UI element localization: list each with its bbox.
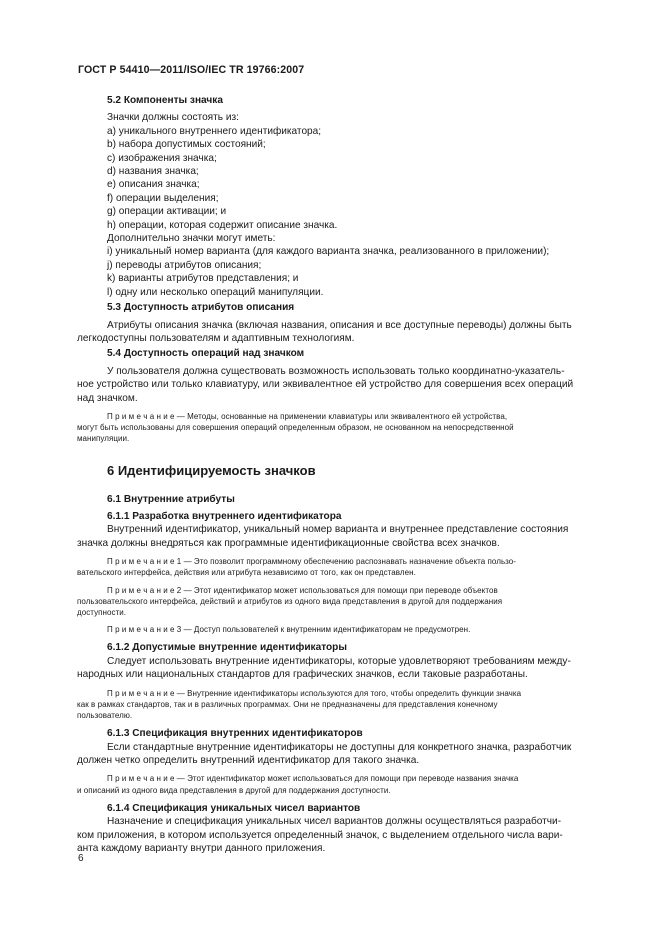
note-text: как в рамках стандартов, так и в различных программах. Они не предназначены для представления конечному — [77, 699, 498, 709]
note-label: П р и м е ч а н и е 3 — [107, 625, 182, 635]
section-6-1-3-text-line: должен четко определить внутренний идентификатор для такого значка. — [77, 755, 420, 767]
section-6-1-1-title: 6.1.1 Разработка внутреннего идентификатора — [107, 510, 342, 522]
section-5-2-extra-intro: Дополнительно значки могут иметь: — [107, 233, 276, 245]
list-item: b) набора допустимых состояний; — [107, 139, 266, 151]
section-6-1-4-text-line: анта каждому варианту внутри данного приложения. — [77, 843, 326, 855]
section-5-4-title: 5.4 Доступность операций над значком — [107, 348, 305, 360]
note-text: — Этот идентификатор может использоваться для помощи при переводе названия значка — [174, 774, 519, 784]
list-item: f) операции выделения; — [107, 192, 219, 204]
page-content — [77, 94, 614, 855]
note-text: могут быть использованы для совершения операций определенным образом, не основанном на непосредственной — [77, 423, 514, 433]
note-label: П р и м е ч а н и е 1 — [107, 557, 182, 567]
section-5-4-text-line: У пользователя должна существовать возможность использовать только координатно-указатель- — [107, 365, 565, 377]
list-item: j) переводы атрибутов описания; — [107, 259, 262, 271]
section-6-1-3-text-line: Если стандартные внутренние идентификаторы не доступны для конкретного значка, разработчик — [107, 741, 572, 753]
section-5-2-title: 5.2 Компоненты значка — [107, 95, 223, 106]
list-item: d) названия значка; — [107, 166, 199, 178]
note-text: доступности. — [77, 607, 127, 617]
section-6-1-1-text-line: Внутренний идентификатор, уникальный номер варианта и внутреннее представление состояния — [107, 524, 569, 536]
section-6-title: 6 Идентифицируемость значков — [107, 462, 316, 478]
section-6-1-2-title: 6.1.2 Допустимые внутренние идентификаторы — [107, 642, 347, 654]
section-6-1-4-text-line: ком приложения, в котором используется определенный значок, с выделением отдельного числа вари- — [77, 829, 563, 841]
section-6-1-1-text-line: значка должны внедряться как программные идентификационные свойства всех значков. — [77, 537, 500, 549]
note-text: — Внутренние идентификаторы используются для того, чтобы определить функции значка — [174, 688, 522, 698]
section-5-3-text-line: Атрибуты описания значка (включая названия, описания и все доступные переводы) должны быть — [107, 319, 572, 331]
section-6-1-title: 6.1 Внутренние атрибуты — [107, 493, 235, 505]
note-text: — Этот идентификатор может использоваться для помощи при переводе объектов — [181, 585, 498, 595]
note-label: П р и м е ч а н и е — [107, 774, 175, 784]
note — [107, 556, 614, 567]
list-item: k) варианты атрибутов представления; и — [107, 273, 299, 285]
section-6-1-2-text-line: Следует использовать внутренние идентификаторы, которые удовлетворяют требованиям между- — [107, 655, 571, 667]
section-5-4-text-line: над значком. — [77, 392, 138, 404]
list-item: g) операции активации; и — [107, 206, 227, 218]
section-6-1-3-title: 6.1.3 Спецификация внутренних идентификаторов — [107, 728, 363, 740]
section-6-1-4-text-line: Назначение и спецификация уникальных чисел вариантов должны осуществляться разработчи- — [107, 816, 562, 828]
document-header: ГОСТ Р 54410—2011/ISO/IEC TR 19766:2007 — [78, 64, 305, 76]
note — [107, 411, 614, 422]
list-item: c) изображения значка; — [107, 152, 217, 164]
note — [107, 773, 614, 784]
note-label: П р и м е ч а н и е 2 — [107, 585, 182, 595]
note — [107, 688, 614, 699]
section-5-2-intro: Значки должны состоять из: — [107, 112, 239, 124]
note-text: и описаний из одного вида представления в другой для поддержания доступности. — [77, 785, 391, 795]
note-text: пользователю. — [77, 711, 133, 721]
note-label: П р и м е ч а н и е — [107, 688, 175, 698]
note-text: вательского интерфейса, действия или атрибута независимо от того, как он представлен. — [77, 568, 416, 578]
list-item: h) операции, которая содержит описание значка. — [107, 219, 338, 231]
section-5-3-text-line: легкодоступны пользователям и адаптивным технологиям. — [77, 332, 355, 344]
note-label: П р и м е ч а н и е — [107, 411, 175, 421]
note-text: — Методы, основанные на применении клавиатуры или эквивалентного ей устройства, — [174, 411, 508, 421]
section-5-4-text-line: ное устройство или только клавиатуру, или эквивалентное ей устройство для совершения всех операций — [77, 379, 574, 391]
list-item: i) уникальный номер варианта (для каждого варианта значка, реализованного в приложении); — [107, 246, 550, 258]
note — [107, 585, 614, 596]
note-text: манипуляции. — [77, 434, 130, 444]
page-number: 6 — [78, 853, 84, 864]
list-item: e) описания значка; — [107, 179, 200, 191]
section-6-1-2-text-line: народных или национальных стандартов для графических значков, если таковые разработаны. — [77, 669, 528, 681]
list-item: a) уникального внутреннего идентификатора; — [107, 125, 322, 137]
note-text: — Доступ пользователей к внутренним идентификаторам не предусмотрен. — [181, 625, 471, 635]
list-item: l) одну или несколько операций манипуляции. — [107, 286, 324, 298]
note-text: пользовательского интерфейса, действий и атрибутов из одного вида представления в другой для поддержания — [77, 596, 503, 606]
section-6-1-4-title: 6.1.4 Спецификация уникальных чисел вариантов — [107, 802, 361, 814]
note — [107, 624, 614, 635]
section-5-3-title: 5.3 Доступность атрибутов описания — [107, 302, 295, 314]
note-text: — Это позволит программному обеспечению распознавать назначение объекта пользо- — [181, 557, 517, 567]
